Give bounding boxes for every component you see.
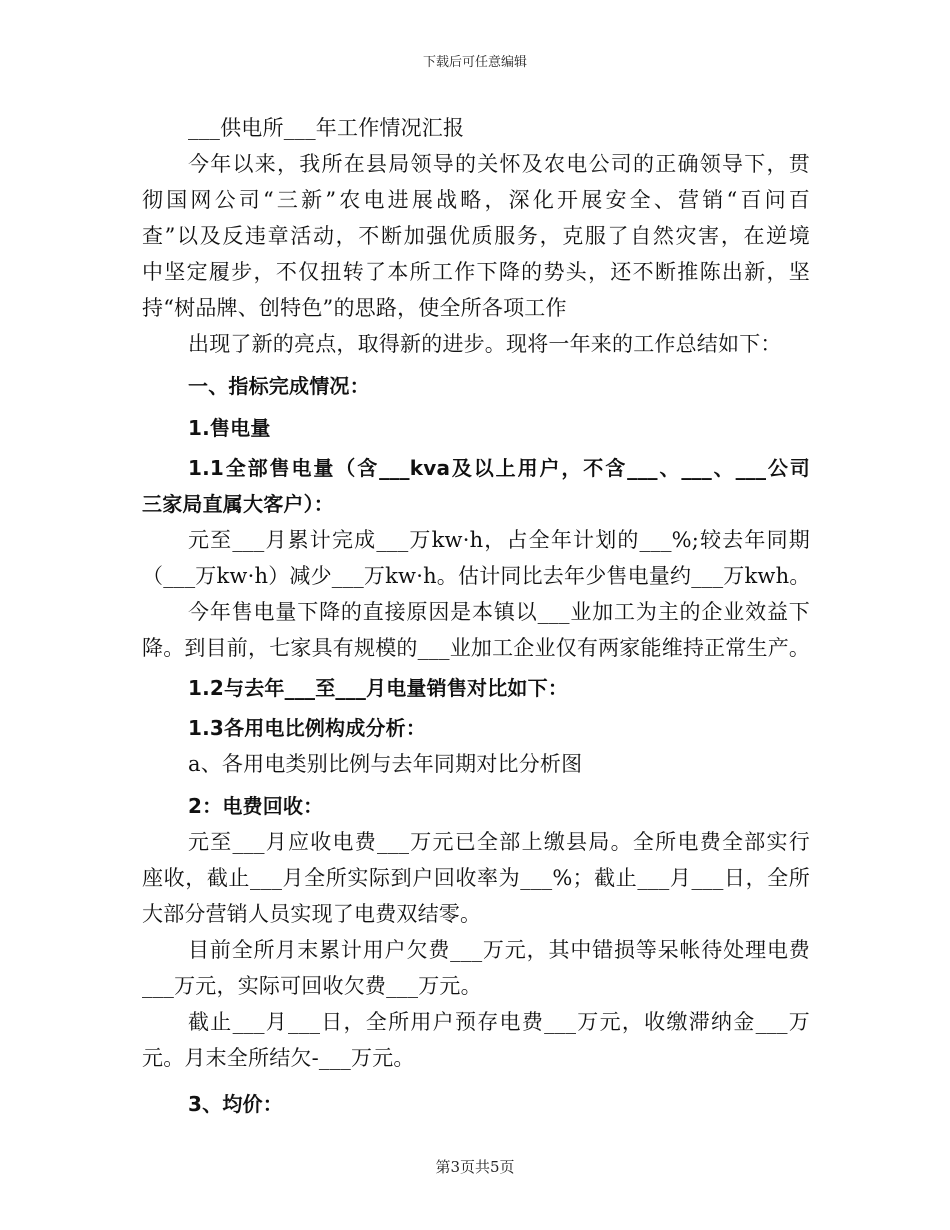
document-body [142, 110, 810, 1122]
section-heading: 三家局直属大客户）： [142, 492, 334, 516]
paragraph-line: 持“树品牌、创特色”的思路，使全所各项工作 [142, 296, 567, 320]
paragraph-line: 今年以来，我所在县局领导的关怀及农电公司的正确领导下，贯 [188, 152, 810, 176]
paragraph-line: a、各用电类别比例与去年同期对比分析图 [188, 752, 583, 776]
paragraph-line: 目前全所月末累计用户欠费___万元，其中错损等呆帐待处理电费 [188, 938, 810, 962]
paragraph-line: 今年售电量下降的直接原因是本镇以___业加工为主的企业效益下 [188, 600, 810, 624]
section-heading: 1.2与去年___至___月电量销售对比如下： [188, 676, 569, 700]
paragraph-line: 中坚定履步，不仅扭转了本所工作下降的势头，还不断推陈出新，坚 [142, 260, 810, 284]
section-heading: 1.3各用电比例构成分析： [188, 716, 427, 740]
paragraph-line: 座收，截止___月全所实际到户回收率为___%；截止___月___日，全所 [142, 866, 810, 890]
paragraph-line: 元至___月应收电费___万元已全部上缴县局。全所电费全部实行 [188, 830, 810, 854]
paragraph-line: 彻国网公司“三新”农电进展战略，深化开展安全、营销“百问百 [142, 188, 810, 212]
paragraph-line: ___万元，实际可回收欠费___万元。 [142, 974, 482, 998]
section-heading: 2：电费回收： [188, 794, 324, 818]
page-footer: 第3页共5页 [435, 1158, 515, 1176]
section-heading: 1.售电量 [188, 416, 271, 440]
section-heading: 3、均价： [188, 1092, 283, 1116]
section-heading: 一、指标完成情况： [188, 374, 370, 398]
paragraph-line: ___供电所___年工作情况汇报 [188, 116, 465, 140]
paragraph-line: 大部分营销人员实现了电费双结零。 [142, 902, 482, 926]
paragraph-line: 出现了新的亮点，取得新的进步。现将一年来的工作总结如下： [188, 332, 782, 356]
paragraph-line: （___万kw·h）减少___万kw·h。估计同比去年少售电量约___万kwh。 [142, 564, 811, 588]
paragraph-line: 截止___月___日，全所用户预存电费___万元，收缴滞纳金___万 [188, 1010, 810, 1034]
paragraph-line: 降。到目前，七家具有规模的___业加工企业仅有两家能维持正常生产。 [142, 636, 811, 660]
paragraph-line: 元至___月累计完成___万kw·h，占全年计划的___%;较去年同期 [188, 528, 810, 552]
section-heading: 1.1全部售电量（含___kva及以上用户，不含___、___、___公司 [188, 456, 810, 480]
page-header: 下载后可任意编辑 [422, 55, 527, 70]
paragraph-line: 查”以及反违章活动，不断加强优质服务，克服了自然灾害，在逆境 [142, 224, 810, 248]
paragraph-line: 元。月末全所结欠-___万元。 [142, 1046, 415, 1070]
